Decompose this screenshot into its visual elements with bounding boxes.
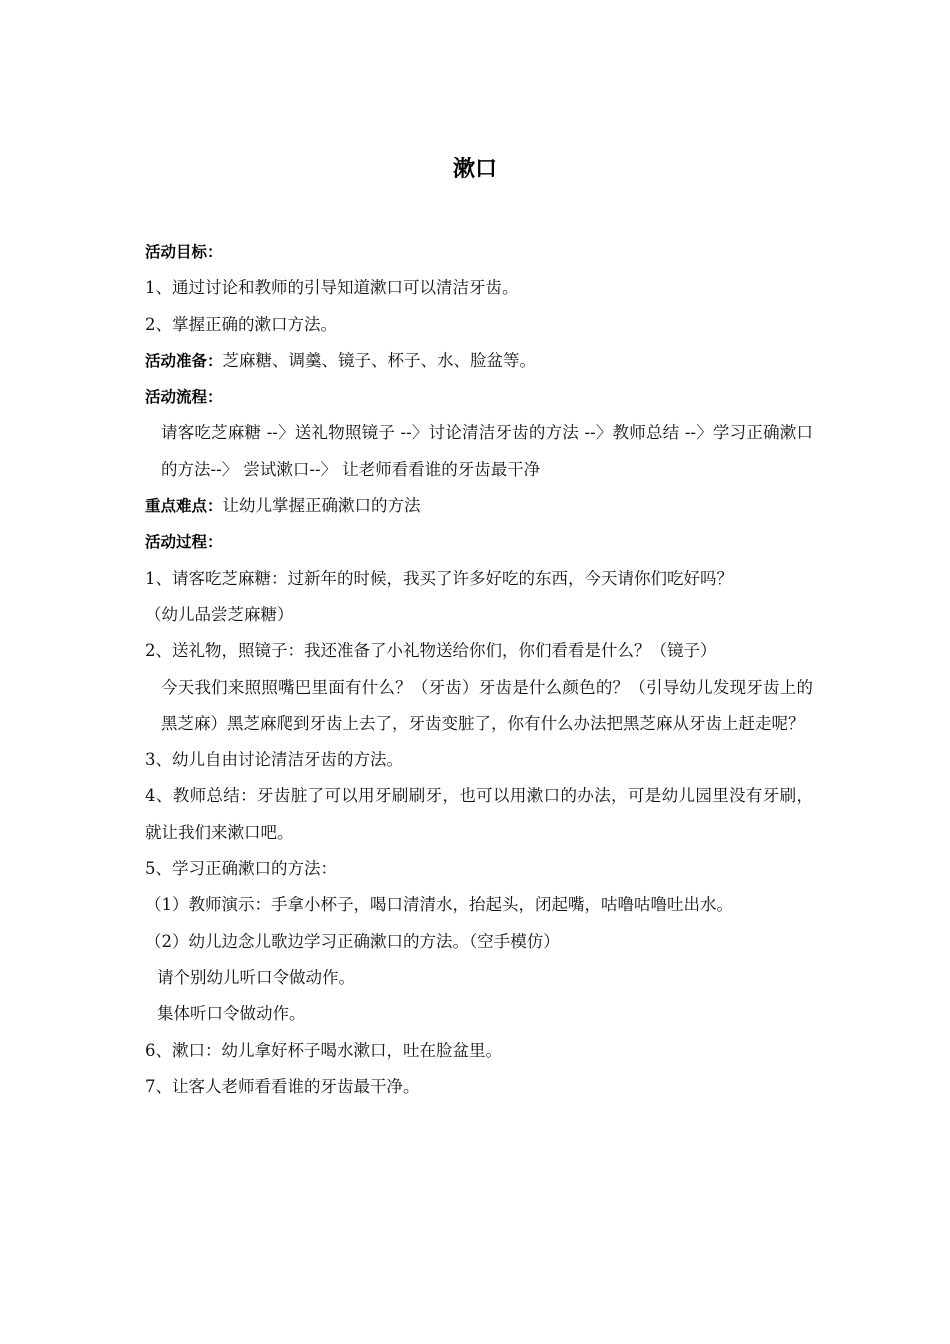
document-title: 漱口 — [452, 157, 497, 182]
process-substep: 请个别幼儿听口令做动作。 — [157, 967, 355, 987]
goals-heading: 活动目标： — [145, 243, 223, 261]
process-substep: 集体听口令做动作。 — [157, 1004, 306, 1024]
key-section — [145, 488, 813, 524]
goal-item: 2、掌握正确的漱口方法。 — [145, 314, 337, 334]
process-paragraph: 今天我们来照照嘴巴里面有什么？（牙齿）牙齿是什么颜色的？（引导幼儿发现牙齿上的黑芝麻）黑芝麻爬到牙齿上去了，牙齿变脏了，你有什么办法把黑芝麻从牙齿上赶走呢？ — [161, 677, 813, 733]
flow-section — [145, 379, 813, 415]
process-step: 2、送礼物，照镜子：我还准备了小礼物送给你们，你们看看是什么？（镜子） — [145, 641, 717, 661]
prep-section — [145, 343, 813, 379]
document-body — [145, 234, 813, 1105]
process-section — [145, 524, 813, 560]
process-step-note: （幼儿品尝芝麻糖） — [145, 604, 294, 624]
flow-text: 请客吃芝麻糖 --〉送礼物照镜子 --〉讨论清洁牙齿的方法 --〉教师总结 --〉学习正确漱口的方法--〉 尝试漱口--〉 让老师看看谁的牙齿最干净 — [161, 423, 813, 479]
prep-text: 芝麻糖、调羹、镜子、杯子、水、脸盆等。 — [222, 350, 537, 370]
process-step: 5、学习正确漱口的方法： — [145, 859, 337, 879]
process-substep: （2）幼儿边念儿歌边学习正确漱口的方法。（空手模仿） — [145, 931, 560, 951]
process-step: 4、教师总结：牙齿脏了可以用牙刷刷牙，也可以用漱口的办法，可是幼儿园里没有牙刷，就让我们来漱口吧。 — [145, 786, 813, 842]
process-substep: （1）教师演示：手拿小杯子，喝口清清水，抬起头，闭起嘴，咕噜咕噜吐出水。 — [145, 895, 733, 915]
process-step: 1、请客吃芝麻糖：过新年的时候，我买了许多好吃的东西，今天请你们吃好吗？ — [145, 568, 733, 588]
process-heading: 活动过程： — [145, 533, 223, 552]
prep-heading: 活动准备： — [145, 351, 223, 370]
process-step: 3、幼儿自由讨论清洁牙齿的方法。 — [145, 750, 403, 770]
goal-item: 1、通过讨论和教师的引导知道漱口可以清洁牙齿。 — [145, 278, 519, 298]
process-step: 6、漱口：幼儿拿好杯子喝水漱口，吐在脸盆里。 — [145, 1040, 502, 1060]
key-heading: 重点难点： — [145, 497, 223, 516]
process-step: 7、让客人老师看看谁的牙齿最干净。 — [145, 1076, 420, 1096]
flow-heading: 活动流程： — [145, 388, 223, 407]
goals-section — [145, 234, 813, 270]
key-text: 让幼儿掌握正确漱口的方法 — [222, 496, 421, 516]
